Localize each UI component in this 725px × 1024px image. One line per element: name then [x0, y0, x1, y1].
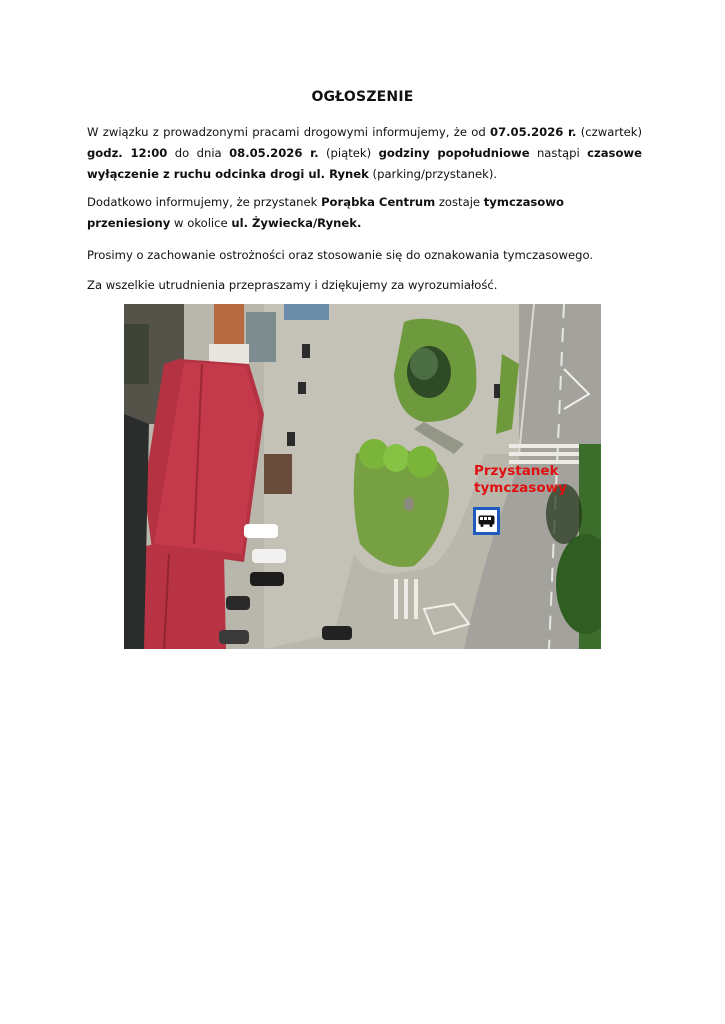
end-time: godziny popołudniowe: [378, 146, 530, 160]
start-time: godz. 12:00: [87, 146, 168, 160]
aerial-map-photo: [124, 304, 601, 649]
announcement-title: OGŁOSZENIE: [311, 89, 414, 105]
bus-stop-sign: [473, 507, 500, 535]
bus-stop-icon: [478, 515, 495, 527]
text-segment: W związku z prowadzonymi pracami drogowymi informujemy, że od: [87, 125, 490, 139]
paragraph-stop-relocation: [87, 192, 642, 234]
text-segment: (czwartek): [576, 125, 643, 139]
paragraph-caution: Prosimy o zachowanie ostrożności oraz stosowanie się do oznakowania tymczasowego.: [87, 248, 594, 262]
paragraph-closure-info: [87, 122, 642, 185]
temporary-stop-label-line1: Przystanek: [474, 463, 559, 479]
text-segment: (parking/przystanek).: [368, 167, 498, 181]
paragraph-apology: Za wszelkie utrudnienia przepraszamy i dziękujemy za wyrozumiałość.: [87, 278, 498, 292]
end-date: 08.05.2026 r.: [229, 146, 319, 160]
temporary-stop-label: [474, 463, 567, 497]
stop-name: Porąbka Centrum: [321, 195, 436, 209]
text-segment: nastąpi: [529, 146, 588, 160]
text-segment: w okolice: [170, 216, 232, 230]
closure-description: czasowe wyłączenie z ruchu odcinka drogi ul. Rynek: [87, 146, 642, 181]
new-location: ul. Żywiecka/Rynek.: [231, 216, 362, 230]
temporary-stop-label-line2: tymczasowy: [474, 480, 567, 496]
text-segment: Dodatkowo informujemy, że przystanek: [87, 195, 322, 209]
text-segment: zostaje: [435, 195, 484, 209]
text-segment: do dnia: [167, 146, 230, 160]
relocation-note: tymczasowo przeniesiony: [87, 195, 564, 230]
text-segment: (piątek): [318, 146, 379, 160]
start-date: 07.05.2026 r.: [490, 125, 577, 139]
